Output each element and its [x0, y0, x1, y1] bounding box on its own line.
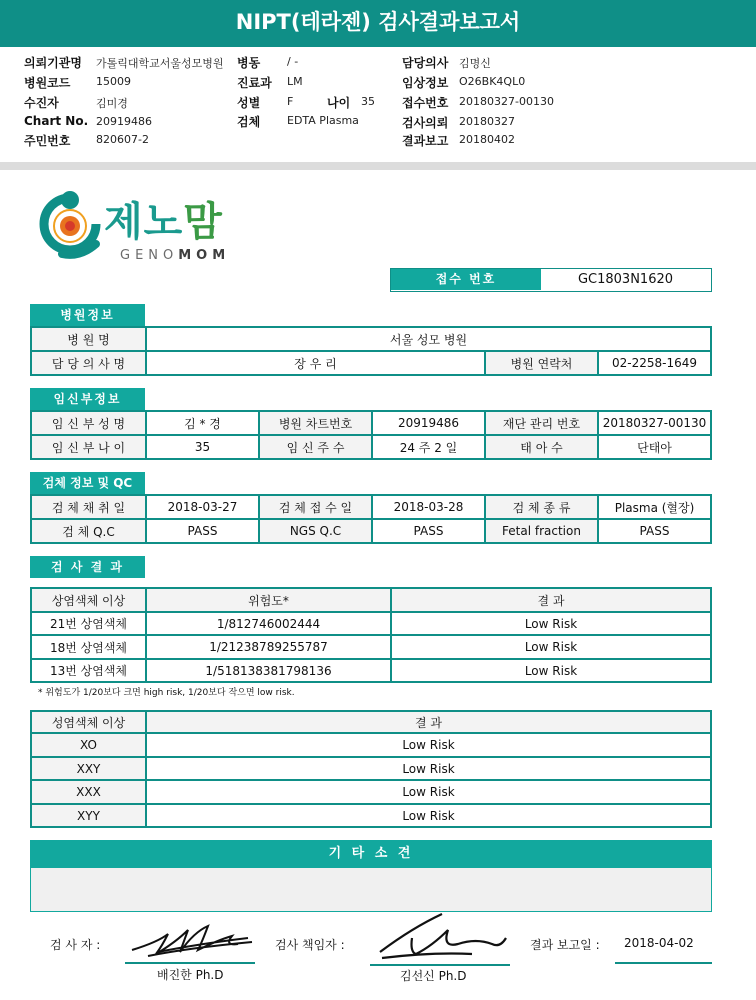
- hospital-contact-value: 02-2258-1649: [598, 351, 711, 375]
- sex-chrom-col-header: 성염색체 이상: [31, 711, 146, 733]
- institution-value: 가톨릭대학교서울성모병원: [96, 57, 224, 70]
- specimen-qc-value: PASS: [146, 519, 259, 543]
- remarks-body: [30, 868, 712, 912]
- mother-mgmt-value: 20180327-00130: [598, 411, 711, 435]
- autosome-risk: 1/812746002444: [146, 612, 391, 635]
- mother-mgmt-label: 재단 관리 번호: [485, 411, 598, 435]
- sex-chrom-name: XO: [31, 733, 146, 757]
- patient-value: 김미경: [96, 97, 128, 110]
- specimen-value: EDTA Plasma: [287, 114, 359, 127]
- specimen-qc-label: 검 체 Q.C: [31, 519, 146, 543]
- ward-label: 병동: [237, 56, 261, 70]
- mother-name-value: 김 * 경: [146, 411, 259, 435]
- autosome-risk: 1/21238789255787: [146, 635, 391, 659]
- receipt-value: 20180327-00130: [459, 95, 554, 108]
- request-label: 검사의뢰: [402, 116, 449, 130]
- mother-weeks-value: 24 주 2 일: [372, 435, 485, 459]
- hospital-name-label: 병 원 명: [31, 327, 146, 351]
- specimen-label: 검체: [237, 115, 261, 129]
- sex-chrom-name: XXY: [31, 757, 146, 780]
- report-date-line: [615, 962, 712, 964]
- tester-signature: [128, 912, 258, 962]
- receipt-number-box: [390, 268, 712, 292]
- sex-value: F: [287, 95, 294, 108]
- sex-chrom-result: Low Risk: [146, 757, 711, 780]
- results-section-title: 검 사 결 과: [30, 556, 145, 578]
- autosome-col-header: 상염색체 이상: [31, 588, 146, 612]
- specimen-receive-value: 2018-03-28: [372, 495, 485, 519]
- doctor-label: 담당의사: [402, 56, 449, 70]
- sex-chrom-result: Low Risk: [146, 804, 711, 827]
- id-label: 주민번호: [24, 134, 71, 148]
- patient-info-header: [0, 47, 756, 162]
- tester-signature-line: [125, 962, 255, 964]
- age-label: 나이: [327, 96, 351, 110]
- header-divider: [0, 162, 756, 170]
- mother-weeks-label: 임 신 주 수: [259, 435, 372, 459]
- logo-korean-2: 맘: [183, 199, 223, 245]
- sex-chromosome-table: [30, 710, 712, 828]
- responsible-signature-line: [370, 964, 510, 966]
- mother-age-label: 임 신 부 나 이: [31, 435, 146, 459]
- risk-footnote: * 위험도가 1/20보다 크면 high risk, 1/20보다 작으면 low risk.: [38, 688, 295, 698]
- specimen-collect-value: 2018-03-27: [146, 495, 259, 519]
- age-value: 35: [361, 95, 375, 108]
- autosome-result: Low Risk: [391, 659, 711, 682]
- mother-name-label: 임 신 부 성 명: [31, 411, 146, 435]
- receipt-label: 접수번호: [402, 96, 449, 110]
- sex-chrom-name: XXX: [31, 780, 146, 804]
- tester-label: 검 사 자 :: [50, 938, 101, 952]
- responsible-name: 김선신 Ph.D: [400, 969, 467, 983]
- logo-english-2: MOM: [178, 248, 231, 263]
- report-date-value: 20180402: [459, 133, 515, 146]
- sex-chrom-result-header: 결 과: [146, 711, 711, 733]
- autosome-result: Low Risk: [391, 612, 711, 635]
- report-date-label: 결과보고: [402, 134, 449, 148]
- hospital-table: [30, 326, 712, 376]
- id-value: 820607-2: [96, 133, 149, 146]
- report-title-bar: [0, 0, 756, 47]
- sex-chrom-result: Low Risk: [146, 780, 711, 804]
- autosome-name: 18번 상염색체: [31, 635, 146, 659]
- mother-chart-label: 병원 차트번호: [259, 411, 372, 435]
- autosome-result: Low Risk: [391, 635, 711, 659]
- hospital-name-value: 서울 성모 병원: [146, 327, 711, 351]
- hospital-doctor-value: 장 우 리: [146, 351, 485, 375]
- fetal-fraction-label: Fetal fraction: [485, 519, 598, 543]
- hospital-section-title: 병원정보: [30, 304, 145, 326]
- report-title: NIPT(테라젠) 검사결과보고서: [235, 10, 521, 34]
- department-value: LM: [287, 75, 303, 88]
- receipt-number-label: 접수 번호: [391, 269, 541, 290]
- hospital-contact-label: 병원 연락처: [485, 351, 598, 375]
- mother-chart-value: 20919486: [372, 411, 485, 435]
- remarks-title: 기 타 소 견: [30, 840, 712, 868]
- report-date-sig: 2018-04-02: [624, 936, 694, 950]
- autosome-name: 13번 상염색체: [31, 659, 146, 682]
- sex-chrom-name: XYY: [31, 804, 146, 827]
- fetal-fraction-value: PASS: [598, 519, 711, 543]
- mother-table: [30, 410, 712, 460]
- responsible-signature: [372, 908, 512, 964]
- logo-english-1: GENO: [120, 248, 179, 263]
- mother-fetus-label: 태 아 수: [485, 435, 598, 459]
- specimen-table: [30, 494, 712, 544]
- risk-col-header: 위험도*: [146, 588, 391, 612]
- autosome-name: 21번 상염색체: [31, 612, 146, 635]
- mother-age-value: 35: [146, 435, 259, 459]
- patient-label: 수진자: [24, 96, 59, 110]
- hospital-doctor-label: 담 당 의 사 명: [31, 351, 146, 375]
- sex-chrom-result: Low Risk: [146, 733, 711, 757]
- clinical-label: 임상정보: [402, 76, 449, 90]
- receipt-number-value: GC1803N1620: [577, 272, 674, 287]
- clinical-value: O26BK4QL0: [459, 75, 526, 88]
- report-sheet: [0, 170, 756, 1000]
- mother-section-title: 임신부정보: [30, 388, 145, 410]
- genomom-logo: [32, 184, 272, 264]
- responsible-label: 검사 책임자 :: [275, 938, 345, 952]
- hospital-code-label: 병원코드: [24, 76, 71, 90]
- chart-label: Chart No.: [24, 114, 89, 128]
- logo-korean-1: 제노: [104, 199, 184, 245]
- sex-label: 성별: [237, 96, 261, 110]
- specimen-type-label: 검 체 종 류: [485, 495, 598, 519]
- tester-name: 배진한 Ph.D: [157, 968, 224, 982]
- specimen-section-title: 검체 정보 및 QC: [30, 472, 145, 494]
- request-value: 20180327: [459, 115, 515, 128]
- mother-fetus-value: 단태아: [598, 435, 711, 459]
- institution-label: 의뢰기관명: [24, 56, 82, 70]
- genomom-mother-icon: [32, 184, 104, 264]
- specimen-receive-label: 검 체 접 수 일: [259, 495, 372, 519]
- department-label: 진료과: [237, 76, 272, 90]
- result-col-header: 결 과: [391, 588, 711, 612]
- autosome-results-table: [30, 587, 712, 683]
- chart-value: 20919486: [96, 115, 152, 128]
- ngs-qc-value: PASS: [372, 519, 485, 543]
- report-date-label-sig: 결과 보고일 :: [530, 938, 600, 952]
- hospital-code-value: 15009: [96, 75, 131, 88]
- specimen-collect-label: 검 체 채 취 일: [31, 495, 146, 519]
- ward-value: / -: [287, 55, 299, 68]
- autosome-risk: 1/518138381798136: [146, 659, 391, 682]
- doctor-value: 김명신: [459, 57, 491, 70]
- ngs-qc-label: NGS Q.C: [259, 519, 372, 543]
- specimen-type-value: Plasma (혈장): [598, 495, 711, 519]
